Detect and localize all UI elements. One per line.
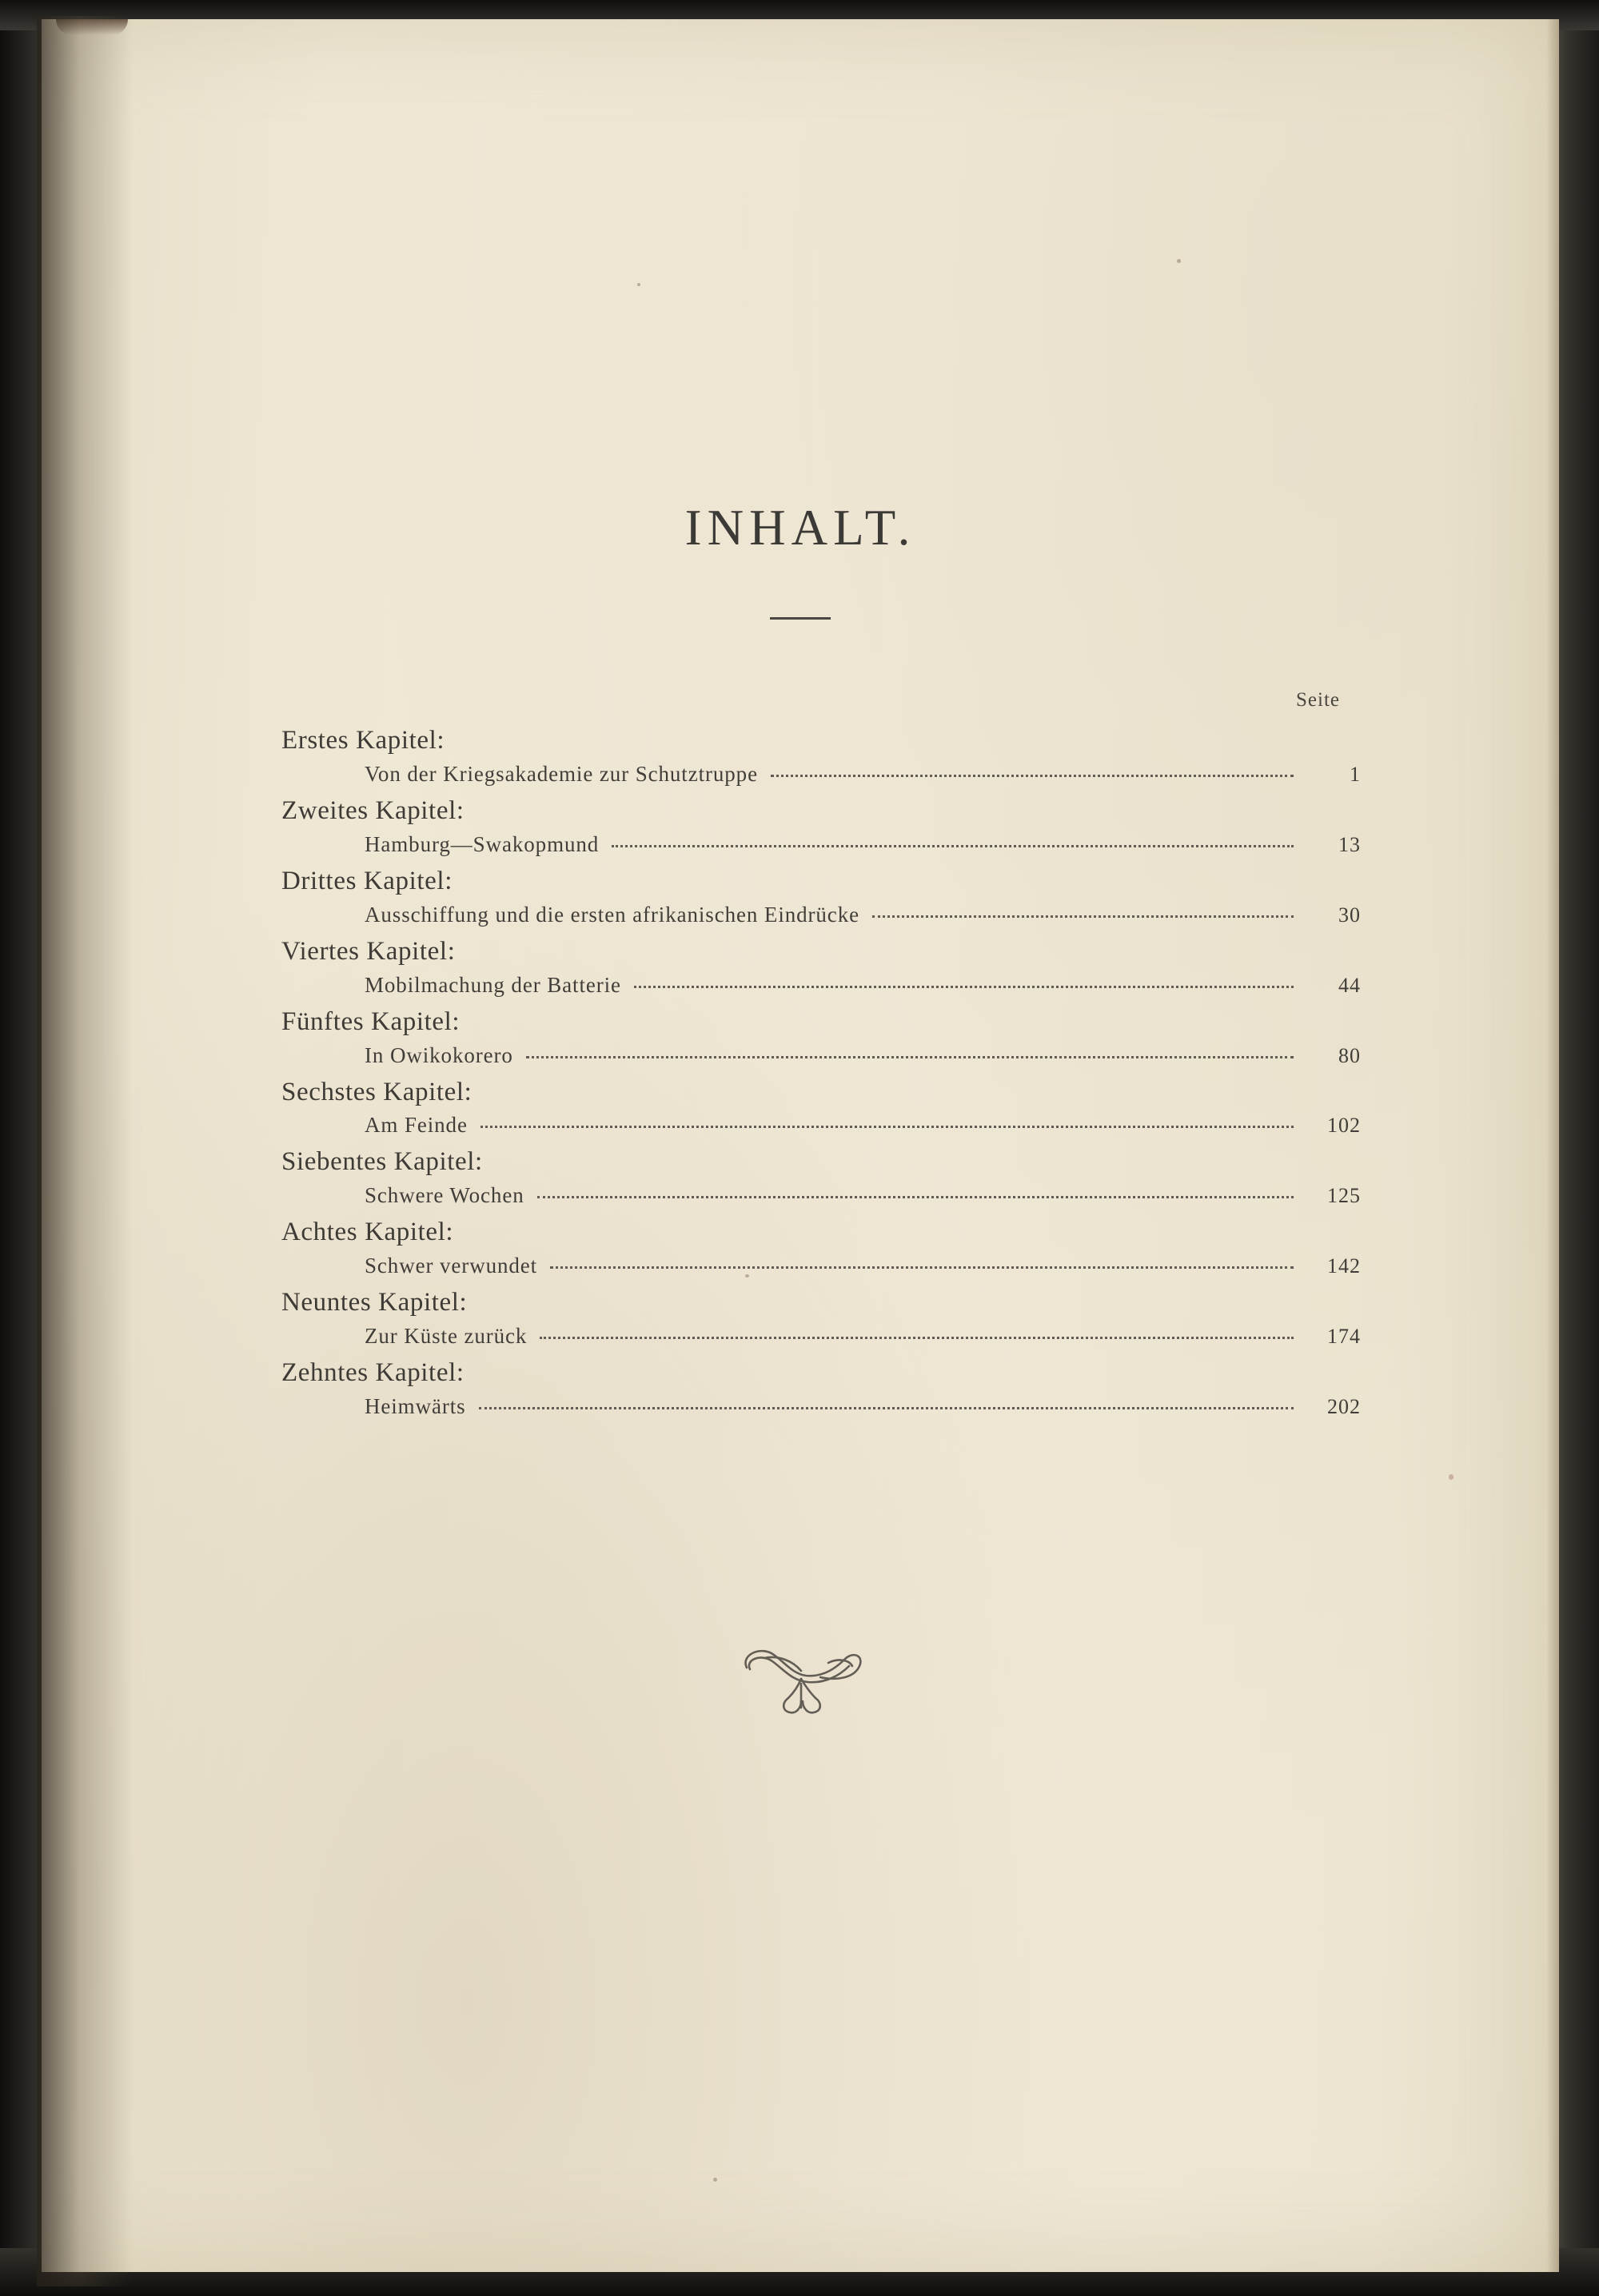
toc-leader-dots: [872, 915, 1294, 918]
toc-entry-subtitle: Hamburg—Swakopmund: [365, 831, 600, 856]
toc-entry-subtitle: Ausschiffung und die ersten afrikanischen Eindrücke: [365, 902, 859, 927]
toc-leader-dots: [771, 775, 1294, 777]
toc-chapter-title: Neuntes Kapitel:: [281, 1288, 468, 1317]
toc-entry-row: [281, 832, 1361, 857]
toc-entry-row: [281, 1324, 1361, 1349]
toc-entry[interactable]: [281, 1286, 1361, 1349]
toc-entry[interactable]: [281, 795, 1361, 857]
page-title: INHALT.: [684, 500, 916, 556]
toc-entry-subtitle: Mobilmachung der Batterie: [365, 972, 621, 997]
toc-entry[interactable]: [281, 1146, 1361, 1208]
toc-leader-dots: [526, 1056, 1294, 1058]
toc-entry-subtitle: Am Feinde: [365, 1113, 468, 1138]
toc-chapter-title: Sechstes Kapitel:: [281, 1077, 473, 1106]
toc-entry-row: [281, 903, 1361, 927]
page-column-header: Seite: [1296, 689, 1340, 711]
toc-page-number: 30: [1338, 903, 1361, 927]
toc-entry[interactable]: [281, 724, 1361, 787]
toc-entry-row: [281, 1183, 1361, 1208]
toc-leader-dots: [634, 986, 1294, 988]
toc-entry[interactable]: [281, 1076, 1361, 1138]
toc-entry[interactable]: [281, 935, 1361, 998]
toc-page-number: 202: [1327, 1395, 1361, 1419]
toc-entry[interactable]: [281, 865, 1361, 927]
toc-entry[interactable]: [281, 1357, 1361, 1419]
toc-entry-subtitle: Schwer verwundet: [365, 1254, 538, 1278]
page-content: [42, 19, 1559, 2272]
table-of-contents: [281, 689, 1361, 1427]
toc-leader-dots: [537, 1196, 1294, 1198]
toc-entry-subtitle: Zur Küste zurück: [365, 1324, 528, 1349]
toc-entry-row: [281, 1113, 1361, 1138]
toc-chapter-title: Drittes Kapitel:: [281, 866, 453, 895]
toc-page-number: 13: [1338, 832, 1361, 856]
toc-entry-row: [281, 1254, 1361, 1278]
toc-chapter-title: Siebentes Kapitel:: [281, 1147, 483, 1177]
toc-chapter-title: Zweites Kapitel:: [281, 795, 465, 825]
toc-page-number: 142: [1327, 1254, 1361, 1278]
toc-leader-dots: [550, 1266, 1294, 1269]
title-divider: [770, 617, 831, 620]
toc-entry[interactable]: [281, 1006, 1361, 1068]
toc-leader-dots: [612, 845, 1294, 847]
toc-chapter-title: Erstes Kapitel:: [281, 726, 445, 755]
decorative-flourish-icon: [732, 1634, 868, 1722]
toc-entry[interactable]: [281, 1216, 1361, 1278]
toc-chapter-title: Fünftes Kapitel:: [281, 1006, 461, 1036]
toc-leader-dots: [480, 1126, 1294, 1128]
toc-page-number: 102: [1327, 1114, 1361, 1138]
scan-left-edge: [0, 0, 48, 2296]
book-page: [42, 19, 1559, 2272]
toc-entry-subtitle: Heimwärts: [365, 1394, 466, 1419]
toc-entry-row: [281, 1394, 1361, 1419]
toc-entry-row: [281, 973, 1361, 998]
toc-entry-subtitle: In Owikokorero: [365, 1042, 513, 1067]
toc-page-number: 125: [1327, 1184, 1361, 1208]
toc-page-number: 1: [1350, 762, 1361, 786]
toc-leader-dots: [540, 1337, 1294, 1339]
toc-chapter-title: Achtes Kapitel:: [281, 1218, 454, 1247]
toc-entry-row: [281, 1043, 1361, 1068]
toc-page-number: 80: [1338, 1043, 1361, 1067]
toc-entry-row: [281, 762, 1361, 787]
toc-chapter-title: Zehntes Kapitel:: [281, 1358, 465, 1388]
toc-entry-subtitle: Von der Kriegsakademie zur Schutztruppe: [365, 761, 758, 786]
toc-page-number: 44: [1338, 973, 1361, 997]
toc-page-number: 174: [1327, 1325, 1361, 1349]
toc-leader-dots: [479, 1407, 1294, 1409]
toc-chapter-title: Viertes Kapitel:: [281, 936, 456, 966]
toc-entry-subtitle: Schwere Wochen: [365, 1183, 524, 1208]
